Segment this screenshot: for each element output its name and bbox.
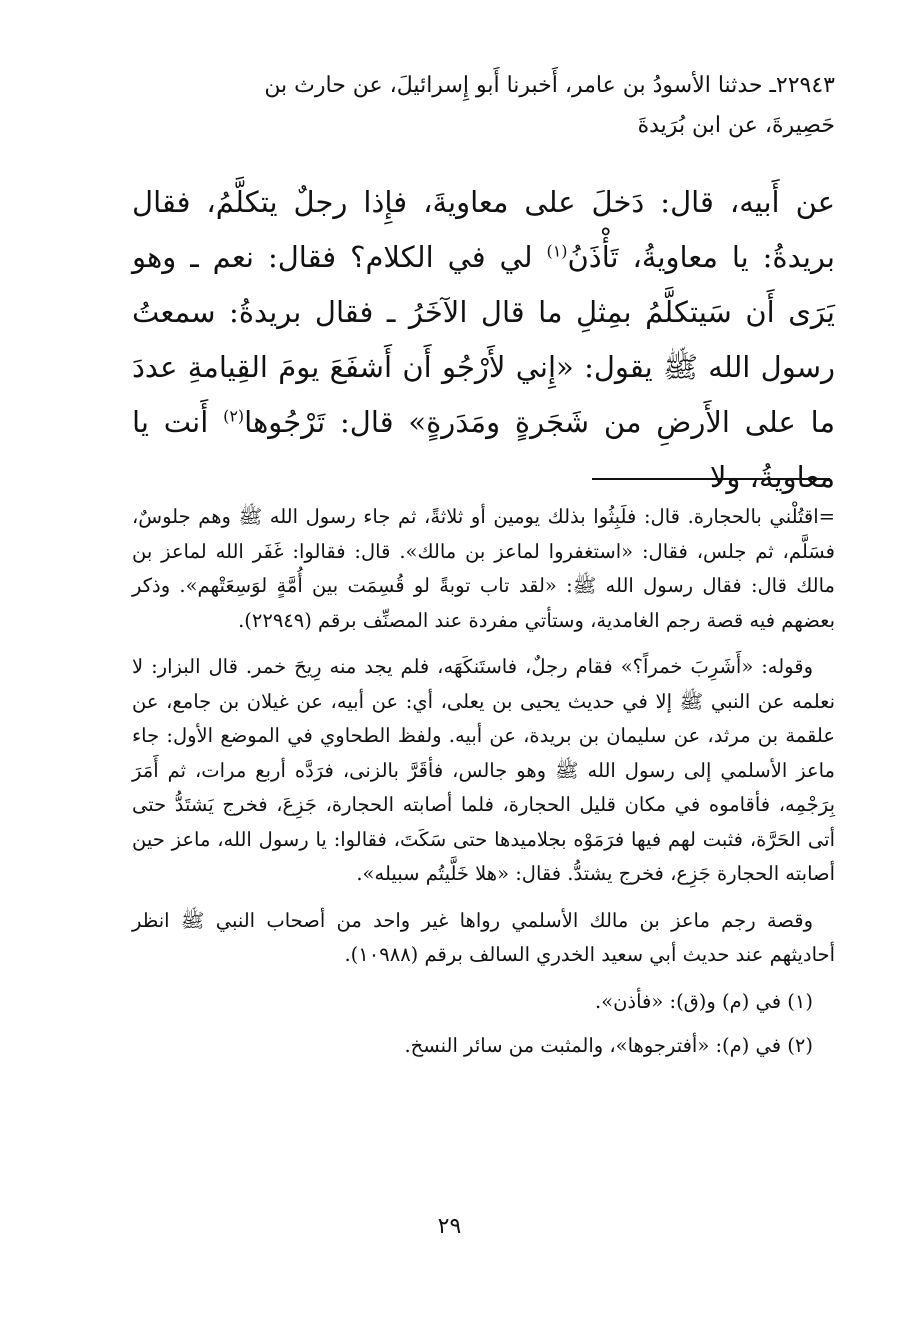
footnote-paragraph-3: وقصة رجم ماعز بن مالك الأسلمي رواها غير واحد من أصحاب النبي ﷺ انظر أحاديثهم عند حديث أبي سعيد الخدري السالف برقم (١٠٩٨٨). [132,908,835,966]
footnote-note-2: (٢) في (م): «أفترجوها»، والمثبت من سائر النسخ. [404,1034,813,1057]
matn-text-1: عن أَبيه، قال: دَخلَ على معاويةَ، فإِذا رجلٌ يتكلَّمُ، فقال بريدةُ: يا معاويةُ، تَأْذَنُ [132,185,835,274]
footnote-continuation: =اقتُلْني بالحجارة. قال: فلَبِثُوا بذلك يومين أو ثلاثةً، ثم جاء رسول الله ﷺ وهم جلوسٌ، فسَلَّم، ثم جلس، فقال: «استغفروا لماعز بن مالك». قال: فقالوا: غَفَر الله لماعز بن مالك قال: فقال رسول الله ﷺ: «لقد تاب توبةً لو قُسِمَت بين أُمَّةٍ لوَسِعَتْهم». وذكر بعضهم فيه قصة رجم الغامدية، وستأتي مفردة عند المصنِّف برقم (٢٢٩٤٩). [132,505,835,632]
footnote-ref-2: (٢) [223,406,245,426]
footnote-separator [592,478,830,480]
footnote-note-1: (١) في (م) و(ق): «فأذن». [594,989,813,1013]
page-number: ٢٩ [437,1214,462,1239]
hadith-number: ٢٢٩٤٣ [775,73,835,98]
isnad-line-2: حَصِيرةَ، عن ابن بُرَيدةَ [637,113,835,138]
footnote-ref-1: (١) [546,241,568,261]
matn-text-3: أَنت يا معاويةُ، ولا [132,405,835,494]
isnad-line-1: ـ حدثنا الأسودُ بن عامر، أَخبرنا أَبو إِسرائيلَ، عن حارث بن [264,73,776,98]
footnote-paragraph-2: وقوله: «أَشَرِبَ خمراً؟» فقام رجلٌ، فاستَنكَهَه، فلم يجد منه رِيحَ خمر. قال البزار: لا نعلمه عن النبي ﷺ إلا في حديث يحيى بن يعلى، أي: عن أبيه، عن غيلان بن جامع، عن علقمة بن مرثد، عن سليمان بن بريدة، عن أبيه. ولفظ الطحاوي في الموضع الأول: جاء ماعز الأسلمي إلى رسول الله ﷺ وهو جالس، فأقَرَّ بالزنى، فرَدَّه أربع مرات، ثم أَمَرَ بِرَجْمِه، فأقاموه في مكان قليل الحجارة، فلما أصابته الحجارة، جَزِعَ، فخرج يَشتَدُّ حتى أتى الحَرَّة، فثبت لهم فيها فرَمَوْه بجلاميدها حتى سَكَتَ، فقالوا: يا رسول الله، ماعز حين أصابته الحجارة جَزِع، فخرج يشتدُّ. فقال: «هلا خَلَّيتُم سبيله». [132,655,835,885]
hadith-isnad [132,66,835,146]
footnotes-section [132,500,835,1074]
hadith-matn [132,175,835,505]
matn-text-2: لي في الكلام؟ فقال: نعم ـ وهو يَرَى أَن سَيتكلَّمُ بمِثلِ ما قال الآخَرُ ـ فقال بريدةُ: سمعتُ رسول الله ﷺ يقول: «إِني لأَرْجُو أَن أَشفَعَ يومَ القِيامةِ عددَ ما على الأَرضِ من شَجَرةٍ ومَدَرةٍ» قال: تَرْجُوها [132,240,836,439]
